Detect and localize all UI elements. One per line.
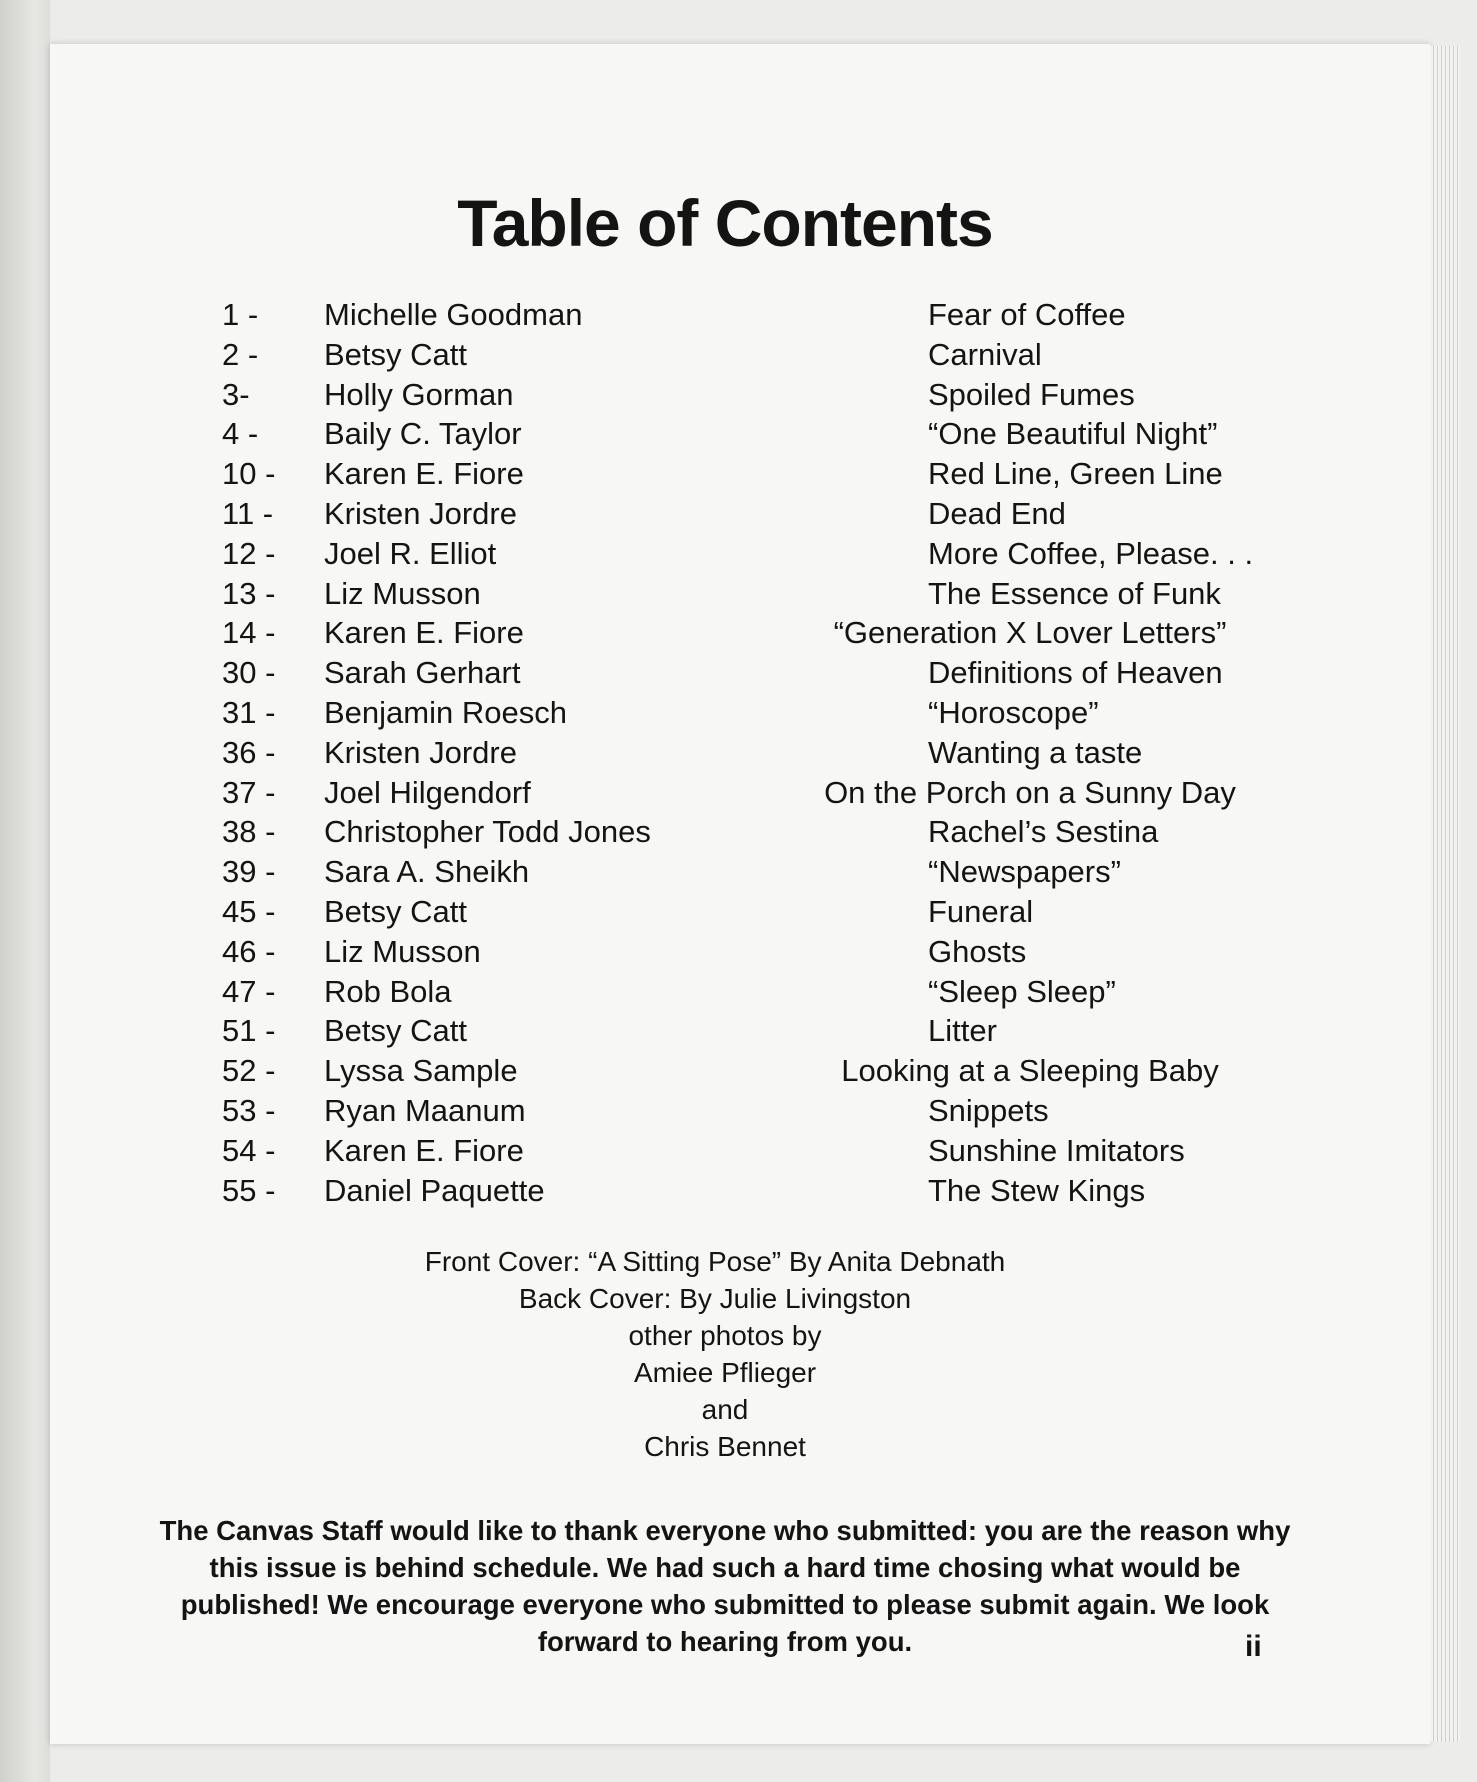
toc-page-number: 46 - [222, 933, 276, 969]
credit-line: and [701, 1394, 749, 1425]
toc-author: Holly Gorman [324, 376, 514, 412]
toc-work-title: Ghosts [928, 933, 1027, 969]
toc-work-title: Snippets [928, 1093, 1049, 1128]
toc-entry [0, 416, 1477, 456]
page-title: Table of Contents [457, 186, 993, 260]
toc-entry [0, 1093, 1477, 1133]
toc-work-title: Red Line, Green Line [928, 456, 1223, 492]
toc-entry [0, 974, 1477, 1014]
toc-page-number: 45 - [222, 894, 276, 929]
credit-line: Amiee Pflieger [633, 1357, 817, 1388]
toc-author: Karen E. Fiore [324, 1132, 524, 1168]
toc-work-title: “Newspapers” [928, 854, 1121, 890]
toc-entry [0, 377, 1477, 417]
toc-work-title: Rachel’s Sestina [928, 814, 1159, 850]
toc-work-title: Spoiled Fumes [928, 376, 1135, 412]
toc-entry [0, 735, 1477, 775]
toc-entry [0, 615, 1477, 655]
toc-page-number: 13 - [222, 575, 276, 611]
toc-author: Baily C. Taylor [324, 416, 522, 452]
toc-entry [0, 1133, 1477, 1173]
toc-work-title: Fear of Coffee [928, 297, 1126, 332]
toc-entry [0, 814, 1477, 854]
toc-page-number: 4 - [222, 416, 259, 452]
page-number: ii [1245, 1630, 1262, 1663]
toc-author: Liz Musson [324, 933, 481, 969]
toc-entry [0, 775, 1477, 815]
toc-page-number: 38 - [222, 814, 276, 850]
toc-author: Lyssa Sample [324, 1053, 518, 1089]
toc-work-title: Litter [928, 1013, 997, 1049]
toc-work-title: More Coffee, Please. . . [928, 535, 1254, 571]
toc-work-title: The Essence of Funk [928, 575, 1221, 611]
credit-line: other photos by [628, 1320, 822, 1351]
toc-author: Betsy Catt [324, 336, 467, 372]
toc-page-number: 10 - [222, 456, 276, 492]
thank-you-note: The Canvas Staff would like to thank everyone who submitted: you are the reason why this issue is behind schedule. We had such a hard time chosing what would be published! We encourage everyone who submitted to please submit again. We look forward to hearing from you. [159, 1515, 1291, 1657]
toc-page-number: 31 - [222, 695, 276, 730]
toc-author: Kristen Jordre [324, 496, 517, 531]
toc-entry [0, 655, 1477, 695]
toc-work-title: On the Porch on a Sunny Day [824, 774, 1236, 810]
toc-author: Sara A. Sheikh [324, 854, 530, 890]
credit-line: Back Cover: By Julie Livingston [518, 1283, 912, 1314]
toc-author: Karen E. Fiore [324, 615, 524, 651]
toc-page-number: 11 - [222, 496, 274, 531]
toc-entry [0, 894, 1477, 934]
toc-author: Karen E. Fiore [324, 456, 524, 492]
toc-page-number: 47 - [222, 973, 276, 1009]
credit-line: Chris Bennet [644, 1431, 806, 1462]
toc-entry [0, 456, 1477, 496]
toc-entry [0, 1173, 1477, 1213]
toc-author: Daniel Paquette [324, 1172, 545, 1208]
toc-page-number: 53 - [222, 1093, 276, 1128]
toc-entry [0, 1013, 1477, 1053]
toc-page-number: 51 - [222, 1013, 276, 1049]
toc-work-title: Funeral [928, 894, 1034, 929]
toc-work-title: “One Beautiful Night” [928, 416, 1218, 452]
toc-work-title: “Sleep Sleep” [928, 973, 1116, 1009]
toc-entry [0, 695, 1477, 735]
toc-author: Sarah Gerhart [324, 655, 521, 691]
toc-work-title: Wanting a taste [928, 734, 1143, 770]
toc-entry [0, 337, 1477, 377]
toc-entry [0, 297, 1477, 337]
toc-page-number: 55 - [222, 1172, 276, 1208]
toc-page-number: 3- [222, 376, 250, 412]
toc-page-number: 14 - [222, 615, 276, 651]
toc-work-title: Definitions of Heaven [928, 655, 1223, 691]
toc-work-title: Dead End [928, 496, 1066, 531]
toc-work-title: “Generation X Lover Letters” [833, 615, 1227, 651]
toc-author: Betsy Catt [324, 894, 467, 929]
toc-author: Betsy Catt [324, 1013, 467, 1049]
toc-author: Joel Hilgendorf [324, 774, 531, 810]
toc-page-number: 52 - [222, 1053, 276, 1089]
toc-entry [0, 1053, 1477, 1093]
credit-line: Front Cover: “A Sitting Pose” By Anita Debnath [424, 1246, 1006, 1277]
toc-author: Benjamin Roesch [324, 695, 567, 730]
photo-credits [0, 1243, 1450, 1465]
toc-work-title: Sunshine Imitators [928, 1132, 1185, 1168]
toc-page-number: 39 - [222, 854, 276, 890]
toc-author: Ryan Maanum [324, 1093, 526, 1128]
toc-author: Joel R. Elliot [324, 535, 497, 571]
toc-page-number: 1 - [222, 297, 259, 332]
toc-page-number: 12 - [222, 535, 276, 571]
toc-author: Michelle Goodman [324, 297, 583, 332]
toc-work-title: Looking at a Sleeping Baby [841, 1053, 1219, 1089]
toc-author: Liz Musson [324, 575, 481, 611]
toc-entry [0, 576, 1477, 616]
toc-page-number: 30 - [222, 655, 276, 691]
toc-entry [0, 934, 1477, 974]
toc-author: Christopher Todd Jones [324, 814, 651, 850]
toc-entry [0, 536, 1477, 576]
toc-work-title: “Horoscope” [928, 695, 1099, 730]
toc-work-title: The Stew Kings [928, 1172, 1146, 1208]
toc-page-number: 37 - [222, 774, 276, 810]
toc-entry [0, 854, 1477, 894]
toc-page-number: 54 - [222, 1132, 276, 1168]
toc-page-number: 36 - [222, 734, 276, 770]
toc-entry [0, 496, 1477, 536]
toc-author: Rob Bola [324, 973, 452, 1009]
toc-page-number: 2 - [222, 336, 259, 372]
toc-work-title: Carnival [928, 336, 1042, 372]
toc-author: Kristen Jordre [324, 734, 517, 770]
